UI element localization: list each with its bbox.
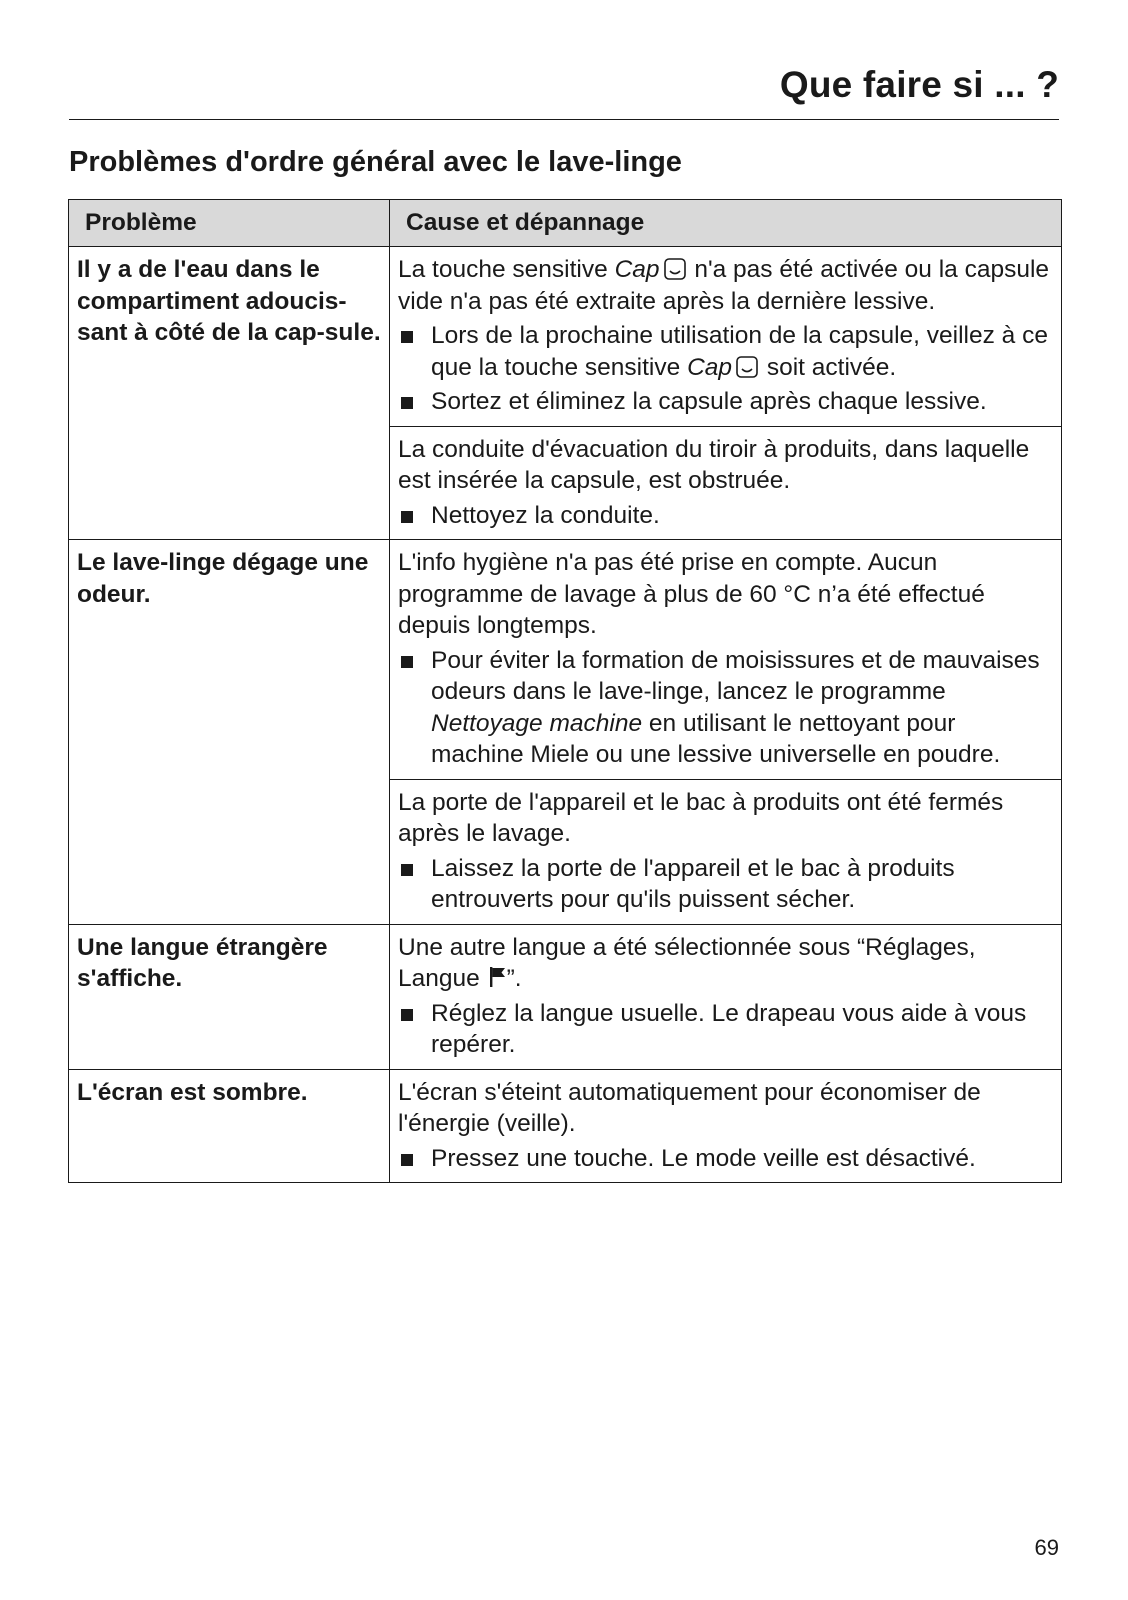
- bullet-icon: [401, 1009, 413, 1021]
- cap-icon: [736, 356, 758, 378]
- problem-cell: L'écran est sombre.: [69, 1069, 390, 1183]
- problem-cell: Le lave-linge dégage une odeur.: [69, 540, 390, 925]
- bullet-icon: [401, 397, 413, 409]
- action-item: Sortez et éliminez la capsule après chaque lessive.: [398, 386, 1053, 418]
- cause-text: La porte de l'appareil et le bac à produits ont été fermés après le lavage.: [398, 788, 1004, 847]
- cause-text: La conduite d'évacuation du tiroir à produits, dans laquelle est insérée la capsule, est obstruée.: [398, 435, 1030, 494]
- cause-cell: [390, 540, 1062, 780]
- cause-cell: [390, 426, 1062, 540]
- bullet-icon: [401, 1154, 413, 1166]
- action-item: Nettoyez la conduite.: [398, 500, 1053, 532]
- cause-cell: [390, 1069, 1062, 1183]
- table-row: [69, 247, 1062, 427]
- column-header-cause: Cause et dépannage: [390, 200, 1062, 247]
- troubleshooting-table: [68, 199, 1062, 1183]
- section-title: Problèmes d'ordre général avec le lave-linge: [69, 146, 682, 178]
- bullet-icon: [401, 656, 413, 668]
- action-item: Pressez une touche. Le mode veille est désactivé.: [398, 1143, 1053, 1175]
- page-number: 69: [1034, 1535, 1059, 1560]
- action-item: Lors de la prochaine utilisation de la capsule, veillez à ce que la touche sensitive Cap soit activée.: [398, 320, 1053, 383]
- cause-text: La touche sensitive Cap n'a pas été activée ou la capsule vide n'a pas été extraite après la dernière lessive.: [398, 256, 1050, 315]
- bullet-icon: [401, 511, 413, 523]
- title-divider: [69, 119, 1059, 120]
- action-item: Pour éviter la formation de moisissures et de mauvaises odeurs dans le lave-linge, lancez le programme Nettoyage machine en utilisant le nettoyant pour machine Miele ou une lessive universelle en poudre.: [398, 645, 1053, 771]
- column-header-problem: Problème: [69, 200, 390, 247]
- table-header-row: [69, 200, 1062, 247]
- table-row: [69, 540, 1062, 780]
- table-row: [69, 924, 1062, 1069]
- flag-icon: [489, 966, 507, 988]
- bullet-icon: [401, 864, 413, 876]
- bullet-icon: [401, 331, 413, 343]
- cause-text: L'info hygiène n'a pas été prise en compte. Aucun programme de lavage à plus de 60 °C n’a été effectué depuis longtemps.: [398, 549, 985, 639]
- cause-cell: [390, 779, 1062, 924]
- table-row: [69, 1069, 1062, 1183]
- cause-text: L'écran s'éteint automatiquement pour économiser de l'énergie (veille).: [398, 1078, 981, 1137]
- cap-icon: [664, 258, 686, 280]
- action-item: Laissez la porte de l'appareil et le bac à produits entrouverts pour qu'ils puissent sécher.: [398, 853, 1053, 916]
- cause-text: Une autre langue a été sélectionnée sous “Réglages, Langue ”.: [398, 933, 976, 992]
- cause-cell: [390, 924, 1062, 1069]
- problem-cell: Il y a de l'eau dans le compartiment adoucis-sant à côté de la cap-sule.: [69, 247, 390, 540]
- action-item: Réglez la langue usuelle. Le drapeau vous aide à vous repérer.: [398, 998, 1053, 1061]
- problem-cell: Une langue étrangère s'affiche.: [69, 924, 390, 1069]
- page-title: Que faire si ... ?: [779, 64, 1059, 105]
- cause-cell: [390, 247, 1062, 427]
